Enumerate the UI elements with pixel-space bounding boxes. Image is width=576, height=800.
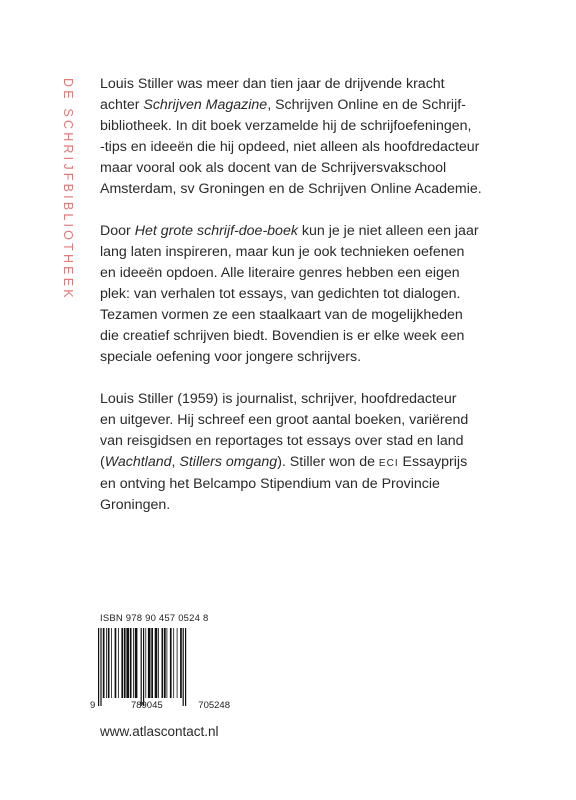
text-line: maar vooral ook als docent van de Schrijversvakschool <box>100 160 447 176</box>
text-line: Tezamen vormen ze een staalkaart van de mogelijkheden <box>100 307 463 323</box>
text-line: -tips en ideeën die hij opdeed, niet alleen als hoofdredacteur <box>100 139 480 155</box>
barcode-bar <box>100 628 101 706</box>
text-line: Louis Stiller (1959) is journalist, schrijver, hoofdredacteur <box>100 391 457 407</box>
barcode-bar <box>185 628 186 706</box>
italic-title: Stillers omgang <box>179 454 278 470</box>
barcode-digit-group-2: 705248 <box>198 700 230 711</box>
barcode-bar <box>111 628 112 698</box>
barcode-bar <box>106 628 107 698</box>
barcode-bar <box>151 628 153 698</box>
paragraph-1 <box>100 74 540 200</box>
text-line: bibliotheek. In dit boek verzamelde hij de schrijfoefeningen, <box>100 118 472 134</box>
paragraph-2 <box>100 221 540 368</box>
barcode-bar <box>121 628 123 698</box>
barcode-bar <box>155 628 158 698</box>
barcode-bar <box>145 628 146 698</box>
barcode-digit-lead: 9 <box>90 700 96 711</box>
barcode-bar <box>148 628 151 698</box>
back-cover-text <box>100 74 540 537</box>
barcode-bar <box>115 628 117 698</box>
barcode-bar <box>103 628 105 698</box>
paragraph-3 <box>100 389 540 516</box>
barcode-bar <box>98 628 99 706</box>
text-line: en uitgever. Hij schreef een groot aantal boeken, variërend <box>100 412 469 428</box>
text-line: Groningen. <box>100 497 171 513</box>
isbn-label: ISBN 978 90 457 0524 8 <box>100 613 209 624</box>
text-line: (Wachtland, Stillers omgang). Stiller won de ECI Essayprijs <box>100 454 468 470</box>
text-line: Amsterdam, sv Groningen en de Schrijven Online Academie. <box>100 181 482 197</box>
barcode-bar <box>130 628 132 698</box>
text-line: en ideeën opdoen. Alle literaire genres hebben een eigen <box>100 265 460 281</box>
barcode-bar <box>173 628 174 698</box>
barcode-bar <box>162 628 164 698</box>
text-line: Louis Stiller was meer dan tien jaar de drijvende kracht <box>100 76 445 92</box>
barcode-bar <box>167 628 168 698</box>
barcode-bar <box>124 628 126 698</box>
barcode-digit-group-1: 789045 <box>130 700 163 711</box>
italic-title: Schrijven Magazine <box>143 97 268 113</box>
text-line: achter Schrijven Magazine, Schrijven Online en de Schrijf- <box>100 97 466 113</box>
text-line: en ontving het Belcampo Stipendium van de Provincie <box>100 476 440 492</box>
barcode-bar <box>177 628 178 698</box>
barcode-bar <box>108 628 110 698</box>
barcode-bar <box>183 628 184 706</box>
text-line: speciale oefening voor jongere schrijvers. <box>100 349 362 365</box>
series-label: DE SCHRIJFBIBLIOTHEEK <box>61 78 75 301</box>
barcode-bar <box>158 628 159 698</box>
publisher-website[interactable]: www.atlascontact.nl <box>100 724 219 739</box>
text-line: die creatief schrijven biedt. Bovendien is er elke week een <box>100 328 465 344</box>
barcode-bar <box>143 628 144 706</box>
italic-title: Het grote schrijf-doe-boek <box>134 223 298 239</box>
text-line: plek: van verhalen tot essays, van gedichten tot dialogen. <box>100 286 461 302</box>
text-line: van reisgidsen en reportages tot essays over stad en land <box>100 433 464 449</box>
barcode-bar <box>164 628 166 698</box>
barcode-bar <box>126 628 129 698</box>
barcode-bar <box>133 628 134 698</box>
barcode-bar <box>118 628 119 698</box>
barcode-bar <box>180 628 182 698</box>
barcode-bar <box>141 628 142 706</box>
italic-title: Wachtland <box>104 454 172 470</box>
small-caps-text: ECI <box>378 458 399 469</box>
text-line: Door Het grote schrijf-doe-boek kun je je niet alleen een jaar <box>100 223 479 239</box>
barcode-bar <box>135 628 138 698</box>
isbn-barcode <box>96 628 226 706</box>
text-line: lang laten inspireren, maar kun je ook technieken oefenen <box>100 244 465 260</box>
barcode-digits <box>90 700 230 711</box>
barcode-bar <box>170 628 172 698</box>
